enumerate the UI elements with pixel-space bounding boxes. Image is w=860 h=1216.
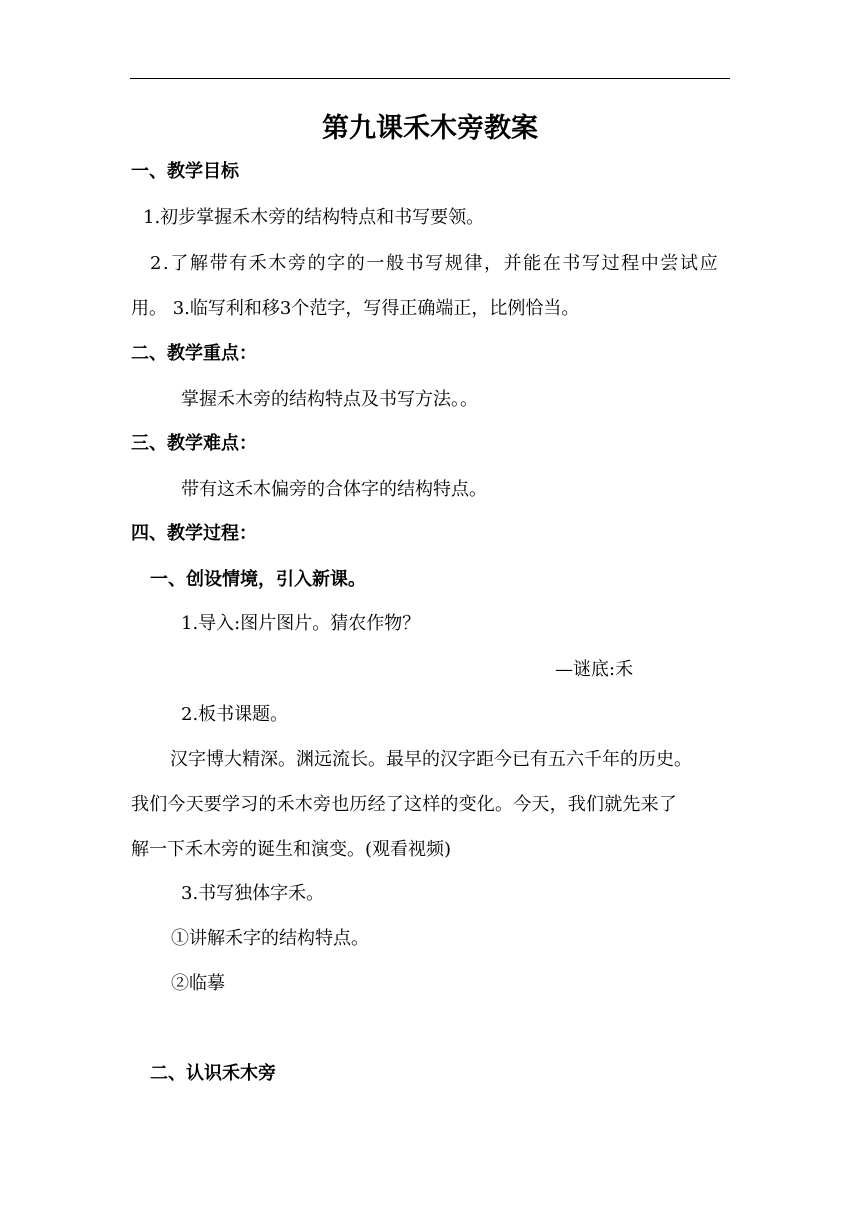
difficult-text: 带有这禾木偏旁的合体字的结构特点。 bbox=[181, 479, 487, 500]
section-key-heading: 二、教学重点： bbox=[131, 343, 257, 364]
goal-item-1: 1.初步掌握禾木旁的结构特点和书写要领。 bbox=[143, 207, 485, 228]
section-goals-heading: 一、教学目标 bbox=[131, 161, 239, 182]
paragraph-line1: 汉字博大精深。渊远流长。最早的汉字距今已有五六千年的历史。 bbox=[170, 749, 692, 770]
goal-item-2-line1: 2.了解带有禾木旁的字的一般书写规律，并能在书写过程中尝试应 bbox=[150, 253, 720, 274]
paragraph-line3: 解一下禾木旁的诞生和演变。(观看视频) bbox=[131, 839, 452, 860]
step1-item1: 1.导入:图片图片。猜农作物？ bbox=[181, 613, 421, 634]
step1-item2: 2.板书课题。 bbox=[181, 704, 289, 725]
sub-item-2: ②临摹 bbox=[171, 973, 225, 994]
paragraph-line2: 我们今天要学习的禾木旁也历经了这样的变化。今天，我们就先来了 bbox=[131, 794, 677, 815]
section-process-heading: 四、教学过程： bbox=[131, 523, 257, 544]
document-title: 第九课禾木旁教案 bbox=[322, 113, 538, 144]
section-difficult-heading: 三、教学难点： bbox=[131, 433, 257, 454]
riddle-answer: —谜底:禾 bbox=[555, 659, 634, 680]
step1-heading: 一、创设情境，引入新课。 bbox=[150, 569, 366, 590]
sub-item-1: ①讲解禾字的结构特点。 bbox=[171, 928, 369, 949]
step1-item3: 3.书写独体字禾。 bbox=[181, 883, 325, 904]
key-text: 掌握禾木旁的结构特点及书写方法。。 bbox=[181, 389, 478, 410]
header-rule bbox=[130, 78, 730, 79]
step2-heading: 二、认识禾木旁 bbox=[150, 1063, 276, 1084]
goal-item-2-line2: 用。 3.临写利和移3个范字，写得正确端正，比例恰当。 bbox=[131, 298, 580, 319]
